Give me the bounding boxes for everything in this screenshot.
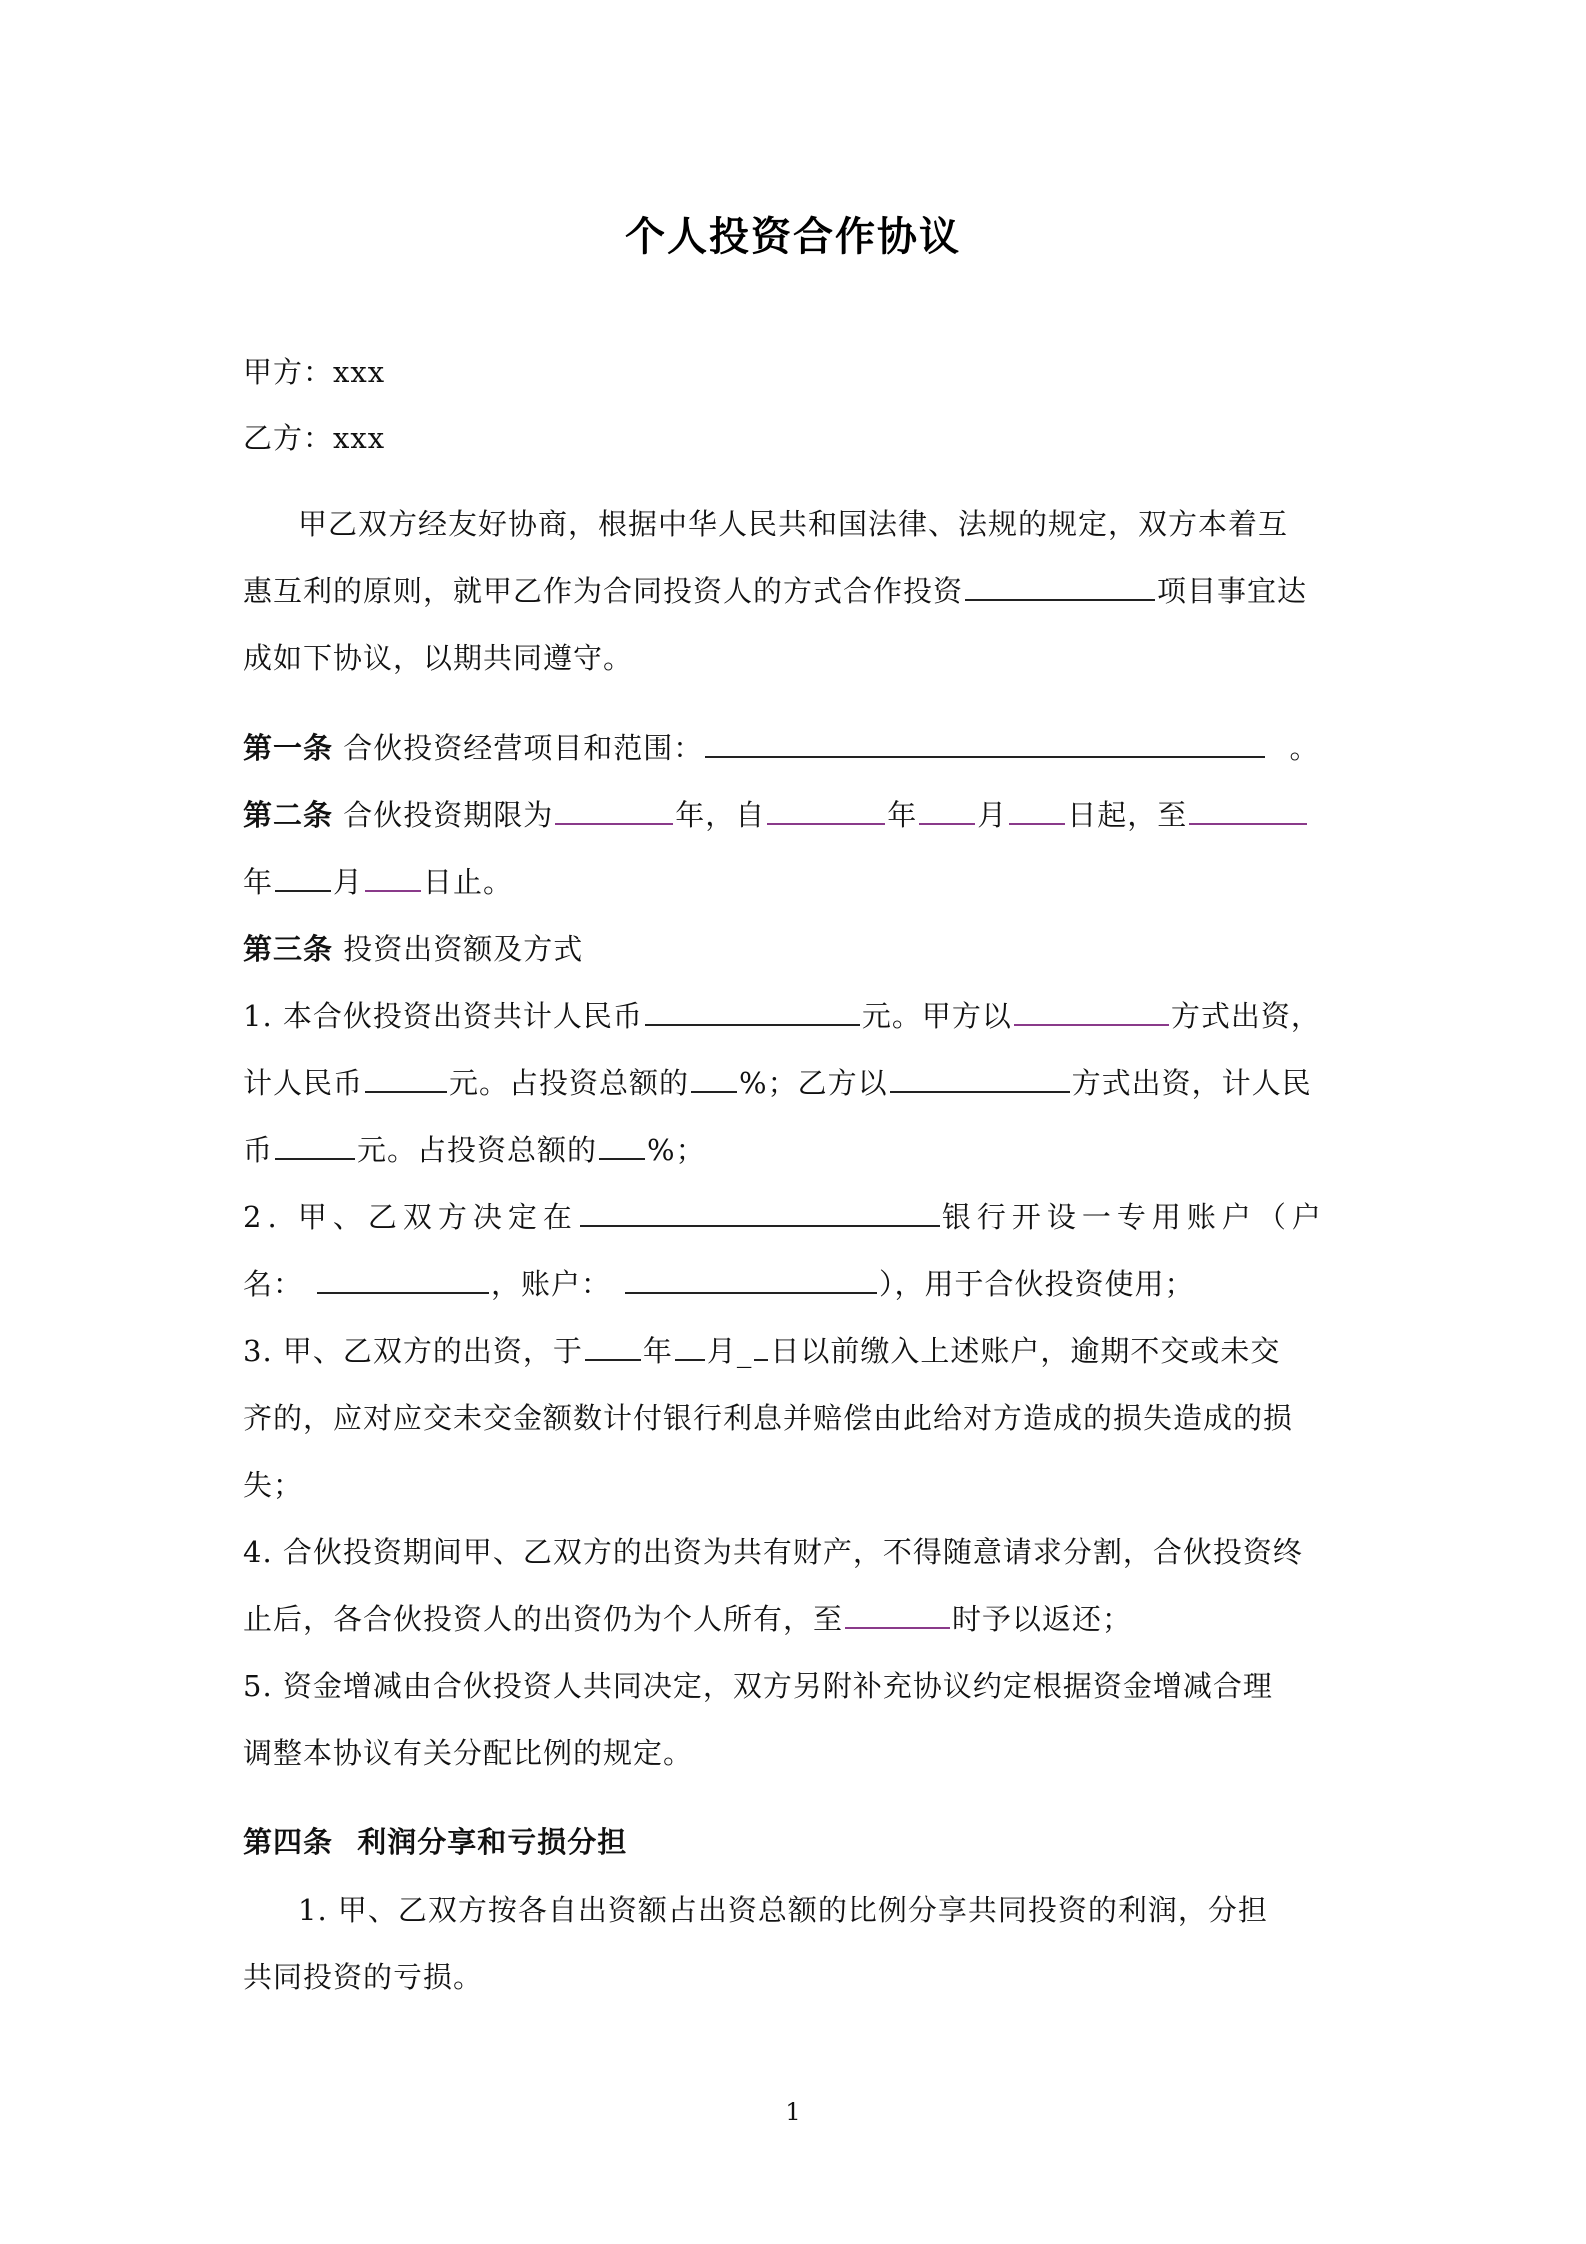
intro-line-2-text: 惠互利的原则，就甲乙作为合同投资人的方式合作投资 — [243, 574, 964, 608]
article-3-p1-line-3 — [243, 1130, 706, 1170]
art3-p3-text-e: 日以前缴入上述账户，逾期不交或未交 — [770, 1334, 1281, 1368]
start-month-blank — [919, 797, 975, 825]
art3-p3-text-a: 3. 甲、乙双方的出资，于 — [243, 1334, 583, 1368]
start-year-blank — [767, 797, 885, 825]
article-3-title: 投资出资额及方式 — [343, 932, 584, 966]
account-number-blank — [625, 1266, 877, 1294]
deposit-month-blank — [675, 1333, 705, 1361]
article-3-p4-line-2 — [243, 1599, 1132, 1639]
document-title: 个人投资合作协议 — [625, 214, 961, 260]
art3-p3-text-d: _ — [736, 1334, 753, 1368]
article-2-text-d: 月 — [977, 798, 1008, 832]
article-2-text-a: 合伙投资期限为 — [343, 798, 554, 832]
article-3-p3-line-1 — [243, 1331, 1280, 1371]
art3-p2-text-d: ，账户： — [491, 1267, 612, 1301]
art3-p1-text-d: 计人民币 — [243, 1066, 364, 1100]
art3-p1-text-h: 币 — [243, 1133, 274, 1167]
article-3-p2-line-1 — [243, 1197, 1327, 1237]
start-day-blank — [1009, 797, 1065, 825]
article-2-text-f: 年 — [243, 865, 274, 899]
article-2-text-b: 年，自 — [675, 798, 766, 832]
article-3-title-line — [243, 929, 583, 969]
art3-p3-text-c: 月 — [706, 1334, 737, 1368]
article-4-p1-line-2: 共同投资的亏损。 — [243, 1960, 484, 1994]
account-name-blank — [317, 1266, 489, 1294]
article-3-p1-line-1 — [243, 996, 1321, 1036]
bank-blank — [580, 1199, 940, 1227]
scope-blank — [705, 730, 1265, 758]
article-3-p3-line-2: 齐的，应对应交未交金额数计付银行利息并赔偿由此给对方造成的损失造成的损 — [243, 1401, 1294, 1435]
article-3-p5-line-2: 调整本协议有关分配比例的规定。 — [243, 1736, 694, 1770]
art3-p1-text-e: 元。占投资总额的 — [449, 1066, 690, 1100]
article-2-line-1 — [243, 795, 1309, 835]
art3-p1-text-i: 元。占投资总额的 — [357, 1133, 598, 1167]
party-a-method-blank — [1014, 998, 1169, 1026]
return-time-blank — [845, 1601, 950, 1629]
article-3-p3-line-3: 失； — [243, 1468, 304, 1502]
term-years-blank — [555, 797, 673, 825]
article-2-heading: 第二条 — [243, 798, 334, 832]
article-2-text-c: 年 — [887, 798, 918, 832]
art3-p2-text-b: 银行开设一专用账户（户 — [941, 1200, 1327, 1234]
art3-p1-text-a: 1. 本合伙投资出资共计人民币 — [243, 999, 643, 1033]
art3-p1-text-f: %；乙方以 — [739, 1066, 888, 1100]
party-a: 甲方：xxx — [243, 355, 386, 389]
article-2-text-h: 日止。 — [423, 865, 514, 899]
art3-p3-text-b: 年 — [642, 1334, 673, 1368]
party-b-percent-blank — [599, 1132, 645, 1160]
article-2-text-g: 月 — [333, 865, 364, 899]
deposit-year-blank — [585, 1333, 641, 1361]
party-a-percent-blank — [691, 1065, 737, 1093]
article-4-title-line — [243, 1822, 627, 1862]
article-4-p1-line-1: 1. 甲、乙双方按各自出资额占出资总额的比例分享共同投资的利润，分担 — [298, 1893, 1268, 1927]
art3-p1-text-c: 方式出资， — [1170, 999, 1321, 1033]
art3-p4-text-c: 时予以返还； — [952, 1602, 1133, 1636]
intro-line-3: 成如下协议，以期共同遵守。 — [243, 641, 634, 675]
article-2-text-e: 日起，至 — [1067, 798, 1188, 832]
article-4-heading: 第四条 — [243, 1825, 334, 1859]
article-1-end: 。 — [1289, 731, 1320, 765]
article-1-heading: 第一条 — [243, 731, 334, 765]
party-b-amount-blank — [275, 1132, 355, 1160]
article-1-text: 合伙投资经营项目和范围： — [343, 731, 704, 765]
article-3-p1-line-2 — [243, 1063, 1312, 1103]
total-capital-blank — [645, 998, 860, 1026]
intro-line-1: 甲乙双方经友好协商，根据中华人民共和国法律、法规的规定，双方本着互 — [298, 507, 1289, 541]
article-3-p2-line-2 — [243, 1264, 1195, 1304]
deposit-day-blank — [754, 1333, 768, 1361]
intro-line-2 — [243, 571, 1307, 611]
end-day-blank — [365, 864, 421, 892]
end-year-blank — [1189, 797, 1307, 825]
article-3-heading: 第三条 — [243, 932, 334, 966]
art3-p2-text-a: 2. 甲、乙双方决定在 — [243, 1200, 578, 1234]
intro-line-2-end: 项目事宜达 — [1157, 574, 1308, 608]
end-month-blank — [275, 864, 331, 892]
party-a-amount-blank — [365, 1065, 447, 1093]
art3-p2-text-e: ），用于合伙投资使用； — [879, 1267, 1195, 1301]
article-1 — [243, 728, 1319, 768]
article-3-p4-line-1: 4. 合伙投资期间甲、乙双方的出资为共有财产，不得随意请求分割，合伙投资终 — [243, 1535, 1303, 1569]
article-4-title: 利润分享和亏损分担 — [357, 1825, 628, 1859]
article-2-line-2 — [243, 862, 513, 902]
art3-p1-text-b: 元。甲方以 — [861, 999, 1012, 1033]
project-blank — [965, 573, 1155, 601]
page-number: 1 — [785, 2098, 801, 2126]
party-b-method-blank — [890, 1065, 1070, 1093]
art3-p1-text-j: %； — [647, 1133, 706, 1167]
art3-p2-text-c: 名： — [243, 1267, 304, 1301]
art3-p1-text-g: 方式出资，计人民 — [1071, 1066, 1312, 1100]
article-3-p5-line-1: 5. 资金增减由合伙投资人共同决定，双方另附补充协议约定根据资金增减合理 — [243, 1669, 1273, 1703]
party-b: 乙方：xxx — [243, 421, 386, 455]
art3-p4-text-b: 止后，各合伙投资人的出资仍为个人所有，至 — [243, 1602, 844, 1636]
